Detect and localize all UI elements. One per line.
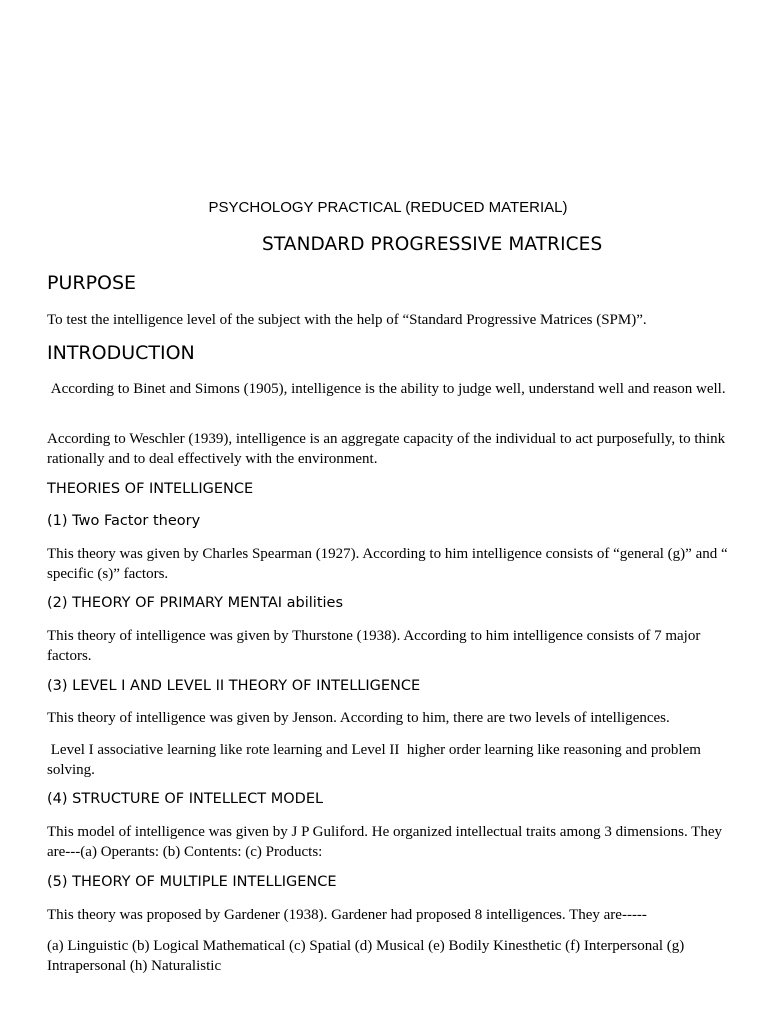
theories-heading: THEORIES OF INTELLIGENCE [47,481,254,497]
theory-1-paragraph: This theory was given by Charles Spearman (1927). According to him intelligence consists of “general (g)” and “ specific (s)” factors. [47,546,732,582]
theory-1-heading: (1) Two Factor theory [47,513,201,529]
document-header: PSYCHOLOGY PRACTICAL (REDUCED MATERIAL) [208,199,568,216]
theory-3-paragraph-1: This theory of intelligence was given by Jenson. According to him, there are two levels of intelligences. [47,710,670,726]
theory-5-paragraph-1: This theory was proposed by Gardener (1938). Gardener had proposed 8 intelligences. They are----- [47,907,647,923]
theory-2-paragraph: This theory of intelligence was given by Thurstone (1938). According to him intelligence consists of 7 major factors. [47,628,705,664]
theory-5-heading: (5) THEORY OF MULTIPLE INTELLIGENCE [47,874,337,890]
theory-3-heading: (3) LEVEL I AND LEVEL II THEORY OF INTELLIGENCE [47,678,421,694]
theory-3-paragraph-2: Level I associative learning like rote learning and Level II higher order learning like reasoning and problem solving. [47,742,705,778]
theory-4-heading: (4) STRUCTURE OF INTELLECT MODEL [47,791,324,807]
document-title: STANDARD PROGRESSIVE MATRICES [262,234,603,255]
introduction-paragraph-2: According to Weschler (1939), intelligence is an aggregate capacity of the individual to act purposefully, to think rationally and to deal effectively with the environment. [47,431,729,467]
theory-4-paragraph: This model of intelligence was given by J P Guliford. He organized intellectual traits among 3 dimensions. They are---(a) Operants: (b) Contents: (c) Products: [47,824,726,860]
purpose-text: To test the intelligence level of the subject with the help of “Standard Progressive Matrices (SPM)”. [47,312,647,328]
purpose-heading: PURPOSE [47,272,137,294]
theory-5-paragraph-2: (a) Linguistic (b) Logical Mathematical (c) Spatial (d) Musical (e) Bodily Kinesthetic (f) Interpersonal (g) Intrapersonal (h) Naturalistic [47,938,689,974]
theory-2-heading: (2) THEORY OF PRIMARY MENTAI abilities [47,595,344,611]
introduction-paragraph-1: According to Binet and Simons (1905), intelligence is the ability to judge well, understand well and reason well. [47,381,726,397]
introduction-heading: INTRODUCTION [47,342,195,364]
